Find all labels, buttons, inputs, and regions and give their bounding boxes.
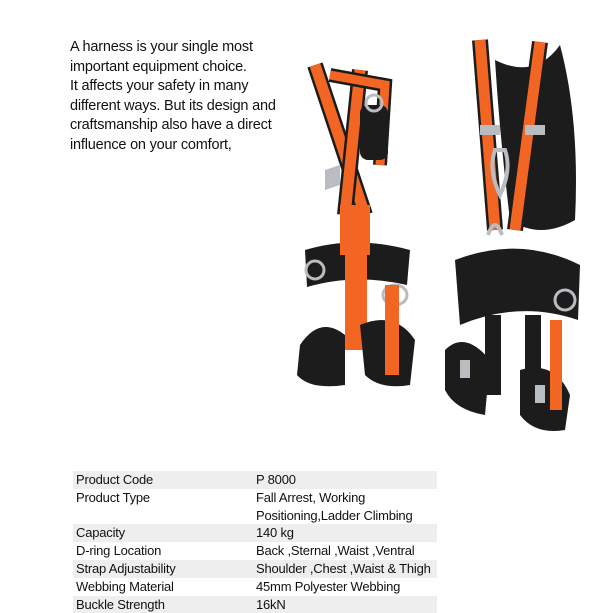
spec-value [256, 578, 437, 596]
spec-row-buckle-strength [73, 596, 437, 613]
spec-label: Webbing Material [76, 578, 174, 594]
spec-value [256, 524, 437, 542]
spec-value-line: P 8000 [256, 472, 296, 487]
spec-value [256, 542, 437, 560]
spec-label: Product Code [76, 472, 154, 487]
intro-line: It affects your safety in many [70, 78, 249, 95]
spec-table [73, 471, 437, 613]
spec-value [256, 560, 437, 578]
spec-row-strap-adjustability [73, 560, 437, 578]
spec-value-line: 16kN [256, 596, 286, 612]
spec-label: D-ring Location [76, 543, 162, 559]
harness-front-image [285, 55, 425, 395]
spec-label: Product Type [76, 489, 150, 505]
spec-row-capacity [73, 524, 437, 542]
harness-back-image [440, 30, 590, 440]
spec-row-product-code [73, 471, 437, 489]
spec-row-d-ring-location [73, 542, 437, 560]
spec-value-line: 140 kg [256, 525, 294, 541]
intro-line: influence on your comfort, [70, 136, 232, 153]
intro-line: different ways. But its design and [70, 97, 276, 114]
spec-label: Buckle Strength [76, 596, 165, 612]
spec-value-line: Positioning,Ladder Climbing [256, 507, 413, 523]
spec-value-line: Shoulder ,Chest ,Waist & Thigh [256, 560, 431, 576]
spec-value-line: Back ,Sternal ,Waist ,Ventral [256, 543, 415, 559]
spec-row-webbing-material [73, 578, 437, 596]
intro-line: A harness is your single most [70, 39, 253, 55]
intro-line: important equipment choice. [70, 58, 247, 75]
intro-paragraph [70, 38, 300, 156]
spec-value [256, 489, 437, 525]
spec-value-line: Fall Arrest, Working [256, 489, 366, 505]
spec-value-line: 45mm Polyester Webbing [256, 578, 401, 594]
spec-value [256, 596, 437, 613]
intro-line: craftsmanship also have a direct [70, 117, 272, 134]
spec-row-product-type [73, 489, 437, 525]
spec-value [256, 471, 437, 489]
spec-label: Capacity [76, 525, 125, 541]
spec-label: Strap Adjustability [76, 560, 176, 576]
